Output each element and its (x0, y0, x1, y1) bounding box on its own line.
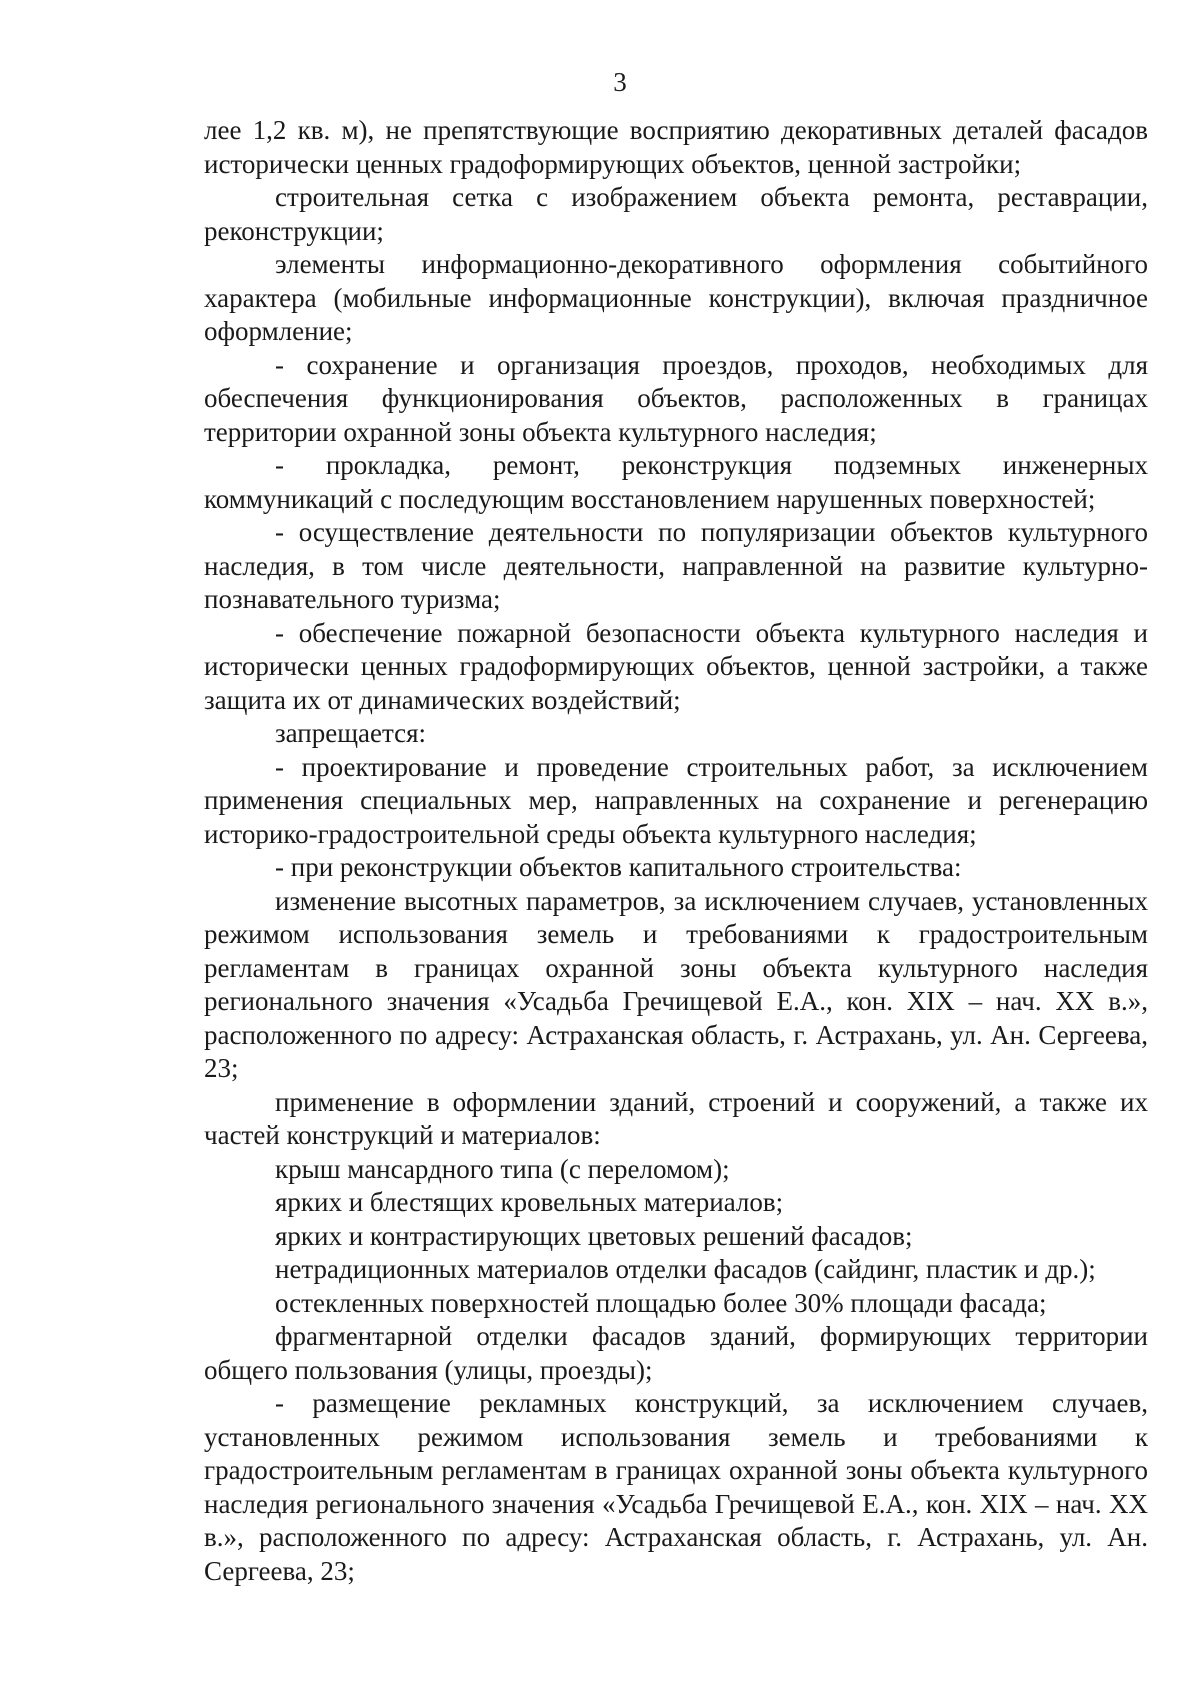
paragraph: изменение высотных параметров, за исключением случаев, установленных режимом использования земель и требованиями к градостроительным регламентам в границах охранной зоны объекта культурного наследия регионального значения «Усадьба Гречищевой Е.А., кон. XIX – нач. XX в.», расположенного по адресу: Астраханская область, г. Астрахань, ул. Ан. Сергеева, 23; (204, 885, 1148, 1083)
page-number: 3 (613, 67, 627, 97)
paragraph: - размещение рекламных конструкций, за исключением случаев, установленных режимом использования земель и требованиями к градостроительным регламентам в границах охранной зоны объекта культурного наследия регионального значения «Усадьба Гречищевой Е.А., кон. XIX – нач. XX в.», расположенного по адресу: Астраханская область, г. Астрахань, ул. Ан. Сергеева, 23; (204, 1388, 1148, 1586)
paragraph: - прокладка, ремонт, реконструкция подземных инженерных коммуникаций с последующим восстановлением нарушенных поверхностей; (204, 450, 1148, 514)
paragraph: фрагментарной отделки фасадов зданий, формирующих территории общего пользования (улицы, проезды); (204, 1321, 1148, 1385)
paragraph: ярких и блестящих кровельных материалов; (275, 1187, 784, 1217)
paragraph: - обеспечение пожарной безопасности объекта культурного наследия и исторически ценных градоформирующих объектов, ценной застройки, а также защита их от динамических воздействий; (204, 617, 1148, 715)
paragraph: нетрадиционных материалов отделки фасадов (сайдинг, пластик и др.); (275, 1254, 1096, 1284)
paragraph: строительная сетка с изображением объекта ремонта, реставрации, реконструкции; (204, 182, 1148, 246)
paragraph: крыш мансардного типа (с переломом); (275, 1153, 730, 1184)
paragraph: - сохранение и организация проездов, проходов, необходимых для обеспечения функционирования объектов, расположенных в границах территории охранной зоны объекта культурного наследия; (204, 349, 1148, 447)
paragraph: применение в оформлении зданий, строений и сооружений, а также их частей конструкций и материалов: (204, 1086, 1148, 1150)
paragraph: - осуществление деятельности по популяризации объектов культурного наследия, в том числе деятельности, направленной на развитие культурно-познавательного туризма; (204, 517, 1148, 614)
paragraph: запрещается: (275, 718, 427, 748)
paragraph: лее 1,2 кв. м), не препятствующие восприятию декоративных деталей фасадов исторически ценных градоформирующих объектов, ценной застройки; (204, 115, 1148, 179)
paragraph: элементы информационно-декоративного оформления событийного характера (мобильные информационные конструкции), включая праздничное оформление; (204, 249, 1148, 346)
paragraph: остекленных поверхностей площадью более 30% площади фасада; (275, 1287, 1047, 1318)
paragraph: - проектирование и проведение строительных работ, за исключением применения специальных мер, направленных на сохранение и регенерацию историко-градостроительной среды объекта культурного наследия; (204, 751, 1148, 849)
paragraph: - при реконструкции объектов капитального строительства: (275, 852, 962, 882)
paragraph: ярких и контрастирующих цветовых решений фасадов; (275, 1220, 913, 1251)
body-text (204, 114, 1148, 1588)
